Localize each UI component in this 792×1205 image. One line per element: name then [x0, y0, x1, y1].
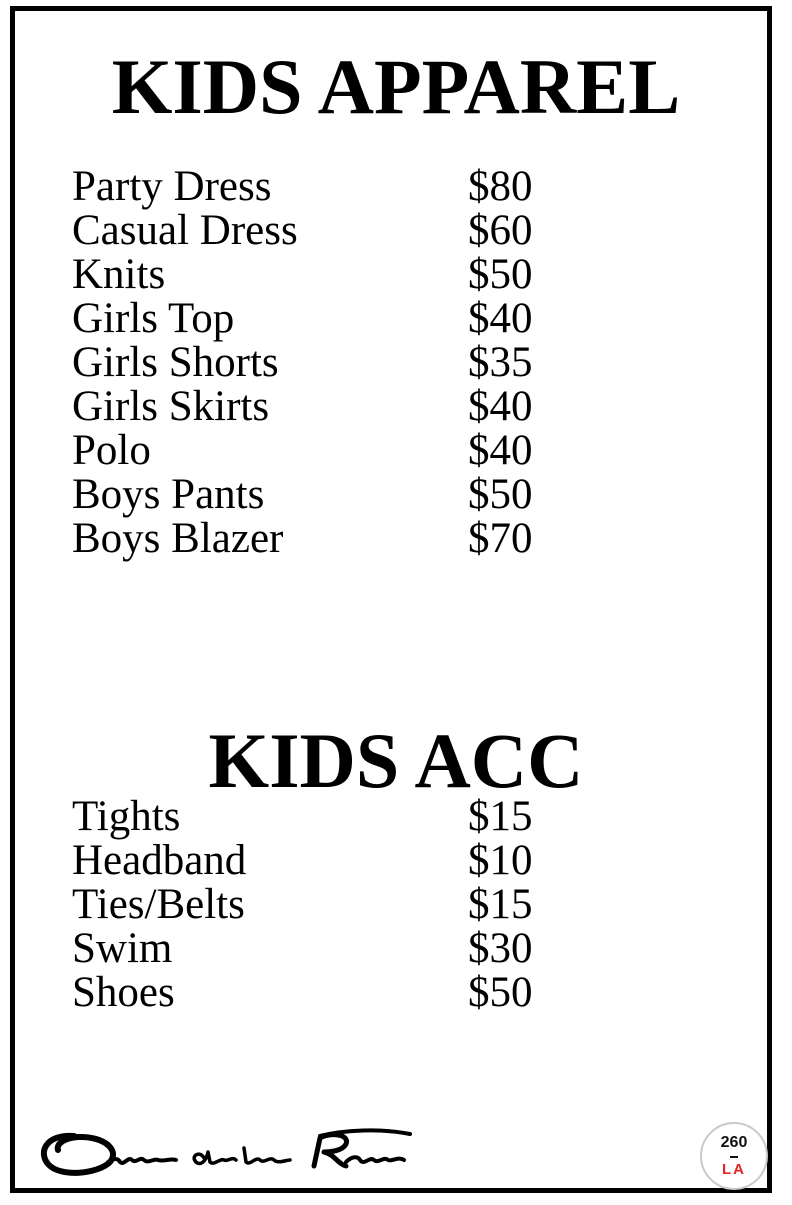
item-name: Casual Dress: [72, 207, 298, 254]
item-name: Knits: [72, 251, 166, 298]
badge-city: LA: [722, 1161, 746, 1178]
apparel-price-list: [72, 165, 712, 561]
list-item: [72, 429, 712, 473]
list-item: [72, 971, 712, 1015]
item-price: $10: [468, 837, 533, 884]
section-title-kids-acc: KIDS ACC: [208, 717, 584, 804]
item-price: $40: [468, 383, 533, 430]
list-item: [72, 165, 712, 209]
list-item: [72, 839, 712, 883]
list-item: [72, 795, 712, 839]
item-price: $15: [468, 793, 533, 840]
item-name: Party Dress: [72, 163, 272, 210]
accessories-price-list: [72, 795, 712, 1015]
item-name: Ties/Belts: [72, 881, 245, 928]
brand-badge-logo: [700, 1122, 768, 1190]
item-price: $50: [468, 251, 533, 298]
item-name: Boys Blazer: [72, 515, 284, 562]
badge-number: 260: [720, 1134, 748, 1151]
list-item: [72, 883, 712, 927]
list-item: [72, 517, 712, 561]
item-name: Girls Shorts: [72, 339, 279, 386]
item-price: $35: [468, 339, 533, 386]
item-price: $50: [468, 969, 533, 1016]
item-price: $50: [468, 471, 533, 518]
list-item: [72, 927, 712, 971]
item-price: $30: [468, 925, 533, 972]
item-name: Tights: [72, 793, 181, 840]
item-price: $15: [468, 881, 533, 928]
badge-divider: [730, 1156, 738, 1158]
item-price: $80: [468, 163, 533, 210]
item-price: $40: [468, 427, 533, 474]
item-name: Polo: [72, 427, 151, 474]
item-name: Shoes: [72, 969, 175, 1016]
list-item: [72, 209, 712, 253]
item-name: Swim: [72, 925, 173, 972]
list-item: [72, 473, 712, 517]
list-item: [72, 341, 712, 385]
item-name: Girls Skirts: [72, 383, 270, 430]
section-title-kids-apparel: KIDS APPAREL: [111, 43, 681, 130]
list-item: [72, 385, 712, 429]
item-price: $60: [468, 207, 533, 254]
item-name: Headband: [72, 837, 247, 884]
item-name: Girls Top: [72, 295, 235, 342]
list-item: [72, 253, 712, 297]
item-price: $40: [468, 295, 533, 342]
item-price: $70: [468, 515, 533, 562]
signature-logo: [34, 1122, 414, 1182]
item-name: Boys Pants: [72, 471, 265, 518]
list-item: [72, 297, 712, 341]
